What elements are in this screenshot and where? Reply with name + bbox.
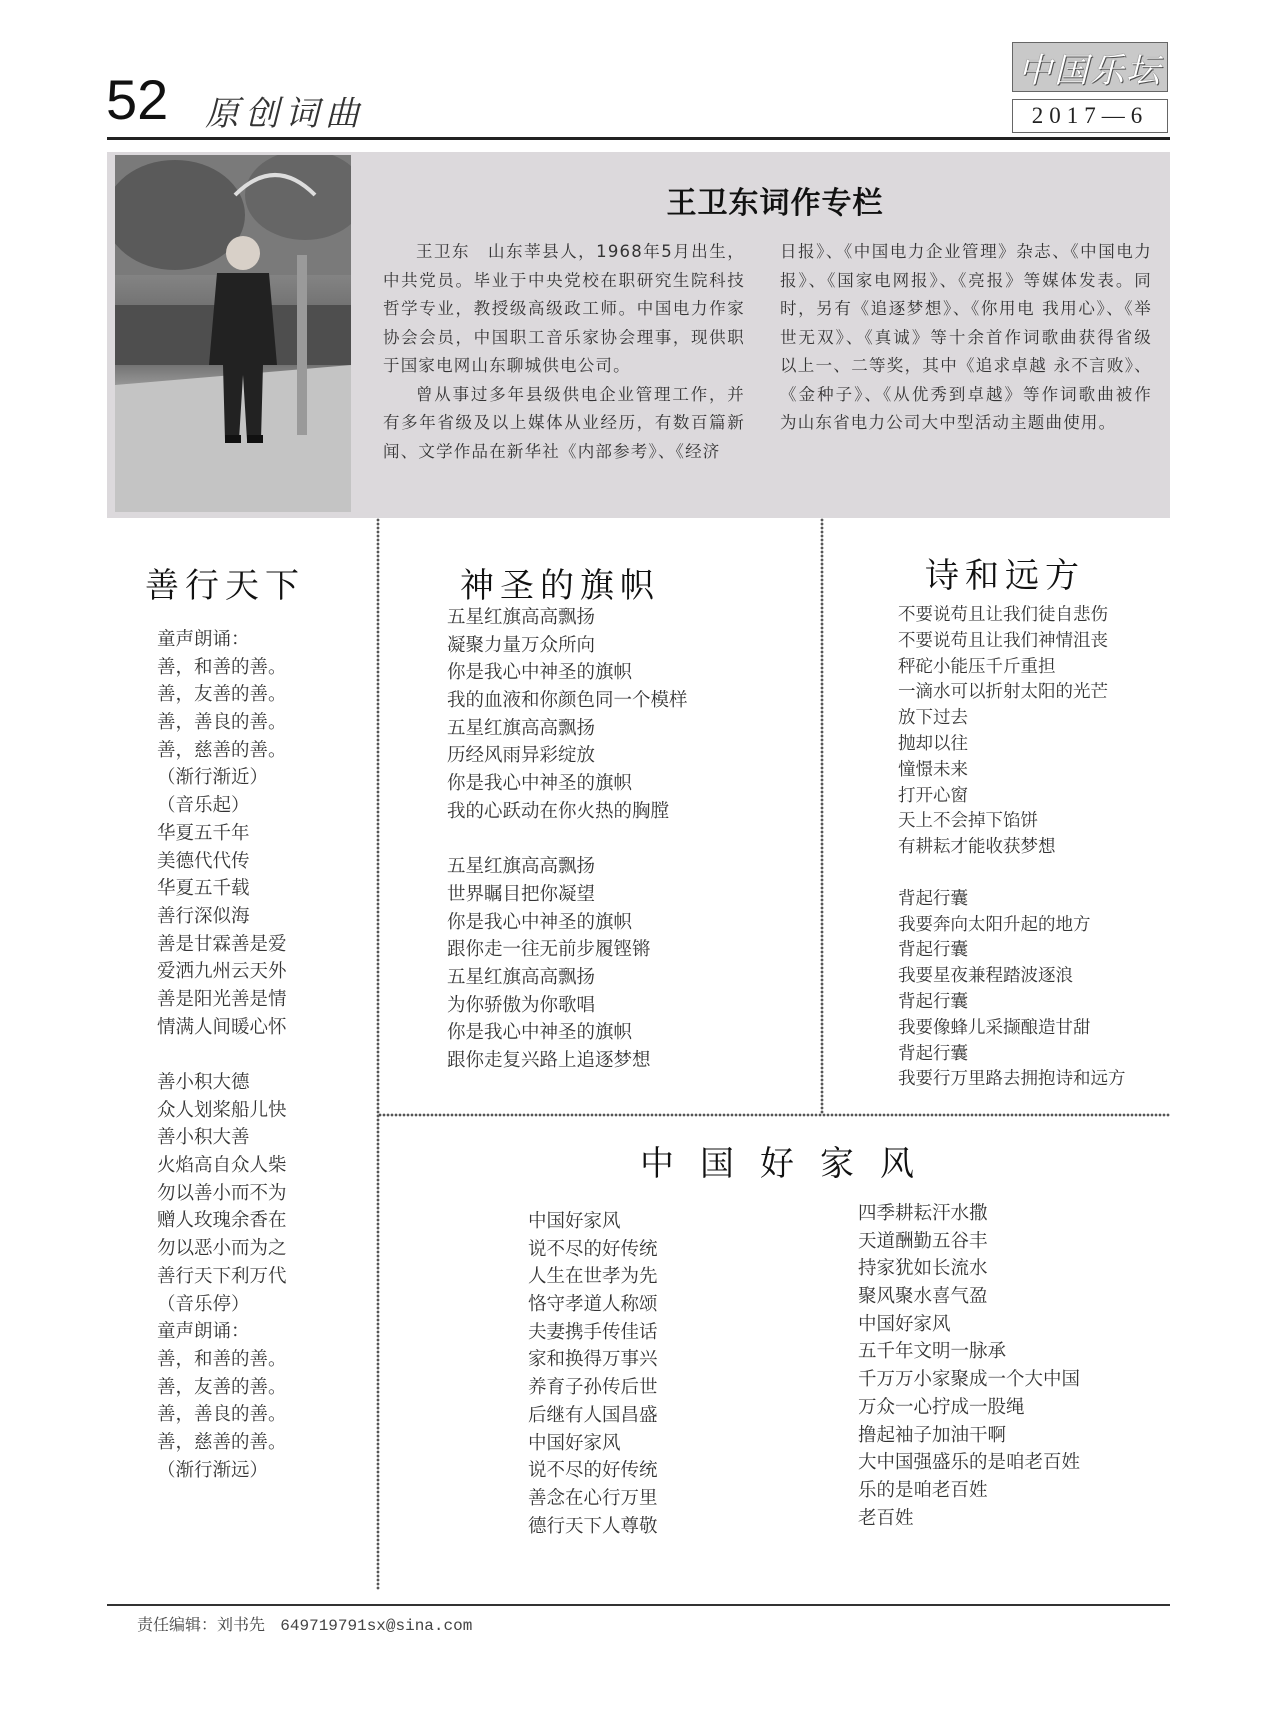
poem-line: 善，慈善的善。	[157, 739, 287, 761]
poem-line: 为你骄傲为你歌唱	[447, 994, 596, 1016]
poem-line: 中国好家风	[528, 1211, 621, 1232]
poem-line: 我要行万里路去拥抱诗和远方	[898, 1069, 1126, 1090]
poem-line: 善，友善的善。	[157, 1376, 287, 1398]
poem-line: 我要奔向太阳升起的地方	[898, 914, 1091, 935]
poem-line: 善，和善的善。	[157, 656, 287, 678]
poem-line: 五星红旗高高飘扬	[447, 607, 596, 628]
header-rule	[107, 137, 1170, 140]
poem-line: 赠人玫瑰余香在	[157, 1210, 287, 1232]
poem-line: 童声朗诵：	[157, 1321, 250, 1343]
section-title: 原创词曲	[205, 94, 365, 134]
column-title: 王卫东词作专栏	[666, 186, 884, 221]
bio-paragraph: 曾从事过多年县级供电企业管理工作，并有多年省级及以上媒体从业经历，有数百篇新闻、文学作品在新华社《内部参考》、《经济	[383, 384, 745, 461]
editor-email: 649719791sx@sina.com	[280, 1617, 473, 1635]
poem-line: 善行天下利万代	[157, 1265, 287, 1287]
poem-line: 后继有人国昌盛	[528, 1404, 658, 1426]
poem-line: 善行深似海	[157, 905, 250, 927]
author-bio-right	[780, 238, 1152, 438]
poem-line: 美德代代传	[157, 850, 250, 872]
poem-qizhi	[447, 604, 688, 1075]
poem-line: 善小积大善	[157, 1127, 250, 1149]
stanza-gap	[898, 861, 1126, 887]
poem-line: 历经风雨异彩绽放	[447, 745, 596, 767]
poem-line: 背起行囊	[898, 940, 968, 961]
poem-line: 华夏五千年	[157, 822, 250, 844]
poem-line: （渐行渐远）	[157, 1459, 269, 1481]
poem-line: 中国好家风	[858, 1313, 951, 1335]
poem-line: 勿以恶小而为之	[157, 1238, 287, 1260]
poem-line: 善是阳光善是情	[157, 988, 287, 1010]
poem-line: 勿以善小而不为	[157, 1182, 287, 1204]
footer	[137, 1612, 472, 1635]
poem-line: 善，慈善的善。	[157, 1431, 287, 1453]
poem-line: 人生在世孝为先	[528, 1266, 658, 1288]
poem-line: 善，善良的善。	[157, 712, 287, 734]
issue-date: 2017—6	[1012, 99, 1168, 133]
poem-line: 善，和善的善。	[157, 1348, 287, 1370]
poem-line: 五星红旗高高飘扬	[447, 856, 596, 878]
editor-label: 责任编辑：刘书先	[137, 1615, 266, 1634]
poem-line: 夫妻携手传佳话	[528, 1321, 658, 1343]
poem-line: 五星红旗高高飘扬	[447, 966, 596, 988]
page-number: 52	[106, 68, 169, 131]
poem-line: 童声朗诵：	[157, 629, 250, 650]
poem-line: 天道酬勤五谷丰	[858, 1230, 988, 1252]
poem-line: 乐的是咱老百姓	[858, 1479, 988, 1501]
poem-line: 万众一心拧成一股绳	[858, 1396, 1025, 1418]
poem-line: 背起行囊	[898, 991, 968, 1012]
poem-line: 我要像蜂儿采撷酿造甘甜	[898, 1017, 1091, 1038]
poem-line: 憧憬未来	[898, 759, 968, 780]
poem-line: 聚风聚水喜气盈	[858, 1286, 988, 1308]
poem-line: 我的血液和你颜色同一个模样	[447, 690, 688, 712]
poem-line: 你是我心中神圣的旗帜	[447, 773, 633, 795]
poem-title-jiafeng: 中国好家风	[640, 1144, 940, 1184]
poem-line: 火焰高自众人柴	[157, 1155, 287, 1177]
poem-line: 你是我心中神圣的旗帜	[447, 1022, 633, 1044]
poem-line: 善是甘霖善是爱	[157, 933, 287, 955]
poem-jiafeng-left	[528, 1208, 658, 1540]
poem-line: 不要说苟且让我们神情沮丧	[898, 630, 1108, 651]
poem-line: 五千年文明一脉承	[858, 1341, 1007, 1363]
author-bio-left	[383, 238, 745, 466]
poem-line: 背起行囊	[898, 1043, 968, 1064]
poem-line: 善，善良的善。	[157, 1404, 287, 1426]
poem-line: 家和换得万事兴	[528, 1349, 658, 1371]
poem-line: 爱洒九州云天外	[157, 961, 287, 983]
poem-line: 打开心窗	[898, 785, 968, 806]
poem-line: 放下过去	[898, 708, 968, 729]
poem-line: 撸起袖子加油干啊	[858, 1424, 1007, 1446]
poem-line: 华夏五千载	[157, 878, 250, 900]
poem-line: （音乐起）	[157, 795, 250, 817]
poem-line: 你是我心中神圣的旗帜	[447, 662, 633, 684]
poem-line: 背起行囊	[898, 888, 968, 909]
magazine-logo: 中国乐坛	[1012, 42, 1168, 92]
column-divider	[820, 518, 824, 1114]
poem-line: 秤砣小能压千斤重担	[898, 656, 1056, 677]
poem-line: 一滴水可以折射太阳的光芒	[898, 682, 1108, 703]
poem-line: 说不尽的好传统	[528, 1460, 658, 1482]
poem-line: 天上不会掉下馅饼	[898, 811, 1038, 832]
footer-rule	[107, 1604, 1170, 1606]
column-divider	[376, 518, 380, 1590]
poem-line: 善念在心行万里	[528, 1487, 658, 1509]
poem-line: 我的心跃动在你火热的胸膛	[447, 800, 670, 822]
poem-line: 情满人间暖心怀	[157, 1016, 287, 1038]
poem-line: 四季耕耘汗水撒	[858, 1203, 988, 1224]
bio-paragraph: 王卫东 山东莘县人，1968年5月出生，中共党员。毕业于中央党校在职研究生院科技哲学专业，教授级高级政工师。中国电力作家协会会员，中国职工音乐家协会理事，现供职于国家电网山东聊城供电公司。	[383, 242, 745, 375]
poem-line: 跟你走复兴路上追逐梦想	[447, 1050, 651, 1071]
poem-line: 大中国强盛乐的是咱老百姓	[858, 1452, 1081, 1474]
poem-yuanfang	[898, 603, 1126, 1093]
poem-line: 养育子孙传后世	[528, 1377, 658, 1399]
author-photo	[115, 155, 351, 512]
row-divider	[378, 1113, 1170, 1117]
poem-line: 中国好家风	[528, 1432, 621, 1454]
bio-paragraph: 日报》、《中国电力企业管理》杂志、《中国电力报》、《国家电网报》、《亮报》等媒体发表。同时，另有《追逐梦想》、《你用电 我用心》、《举世无双》、《真诚》等十余首作词歌曲获得省级以上一、二等奖，其中《追求卓越 永不言败》、《金种子》、《从优秀到卓越》等作词歌曲被作为山东省电力公司大中型活动主题曲使用。	[780, 242, 1152, 432]
poem-line: 持家犹如长流水	[858, 1258, 988, 1280]
stanza-gap	[157, 1041, 287, 1069]
poem-title-yuanfang: 诗和远方	[925, 556, 1085, 596]
poem-line: 五星红旗高高飘扬	[447, 717, 596, 739]
poem-line: 善，友善的善。	[157, 684, 287, 706]
poem-line: 老百姓	[858, 1507, 914, 1529]
poem-line: 凝聚力量万众所向	[447, 634, 596, 656]
poem-line: 世界瞩目把你凝望	[447, 883, 596, 905]
poem-line: 我要星夜兼程踏波逐浪	[898, 966, 1073, 987]
poem-line: 德行天下人尊敬	[528, 1515, 658, 1537]
poem-line: （音乐停）	[157, 1293, 250, 1315]
poem-title-qizhi: 神圣的旗帜	[460, 566, 660, 606]
poem-line: 恪守孝道人称颂	[528, 1294, 658, 1316]
poem-line: 抛却以往	[898, 733, 968, 754]
poem-line: 说不尽的好传统	[528, 1238, 658, 1260]
poem-line: 众人划桨船儿快	[157, 1099, 287, 1121]
poem-line: 你是我心中神圣的旗帜	[447, 911, 633, 933]
stanza-gap	[447, 826, 688, 854]
poem-line: 千万万小家聚成一个大中国	[858, 1369, 1081, 1391]
poem-title-shanxing: 善行天下	[145, 566, 305, 606]
poem-jiafeng-right	[858, 1200, 1080, 1532]
poem-shanxing	[157, 626, 287, 1484]
poem-line: 善小积大德	[157, 1072, 250, 1093]
poem-line: 有耕耘才能收获梦想	[898, 837, 1056, 858]
poem-line: （渐行渐近）	[157, 767, 269, 789]
poem-line: 不要说苟且让我们徒自悲伤	[898, 605, 1108, 625]
poem-line: 跟你走一往无前步履铿锵	[447, 939, 651, 961]
